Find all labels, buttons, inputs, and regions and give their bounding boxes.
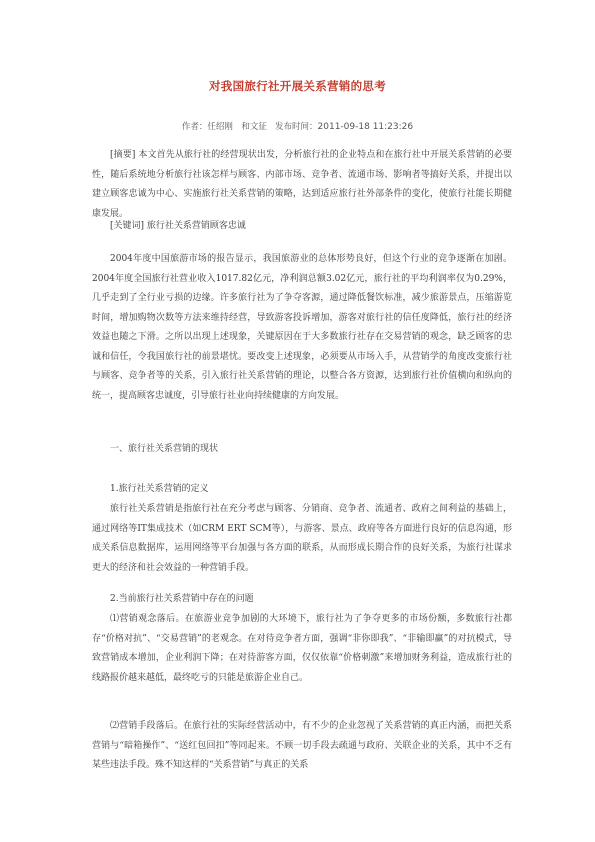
subsection-heading-2: 2.当前旅行社关系营销中存在的问题 [110, 594, 254, 604]
keywords-line: [关键词] 旅行社关系营销顾客忠诚 [110, 221, 246, 231]
definition-paragraph: 旅行社关系营销是指旅行社在充分考虑与顾客、分销商、竞争者、流通者、政府之间利益的基础上，通过网络等IT集成技术（如CRM ERT SCM等），与游客、景点、政府等各方面进行良好的信息沟通，形成关系信息数据库，运用网络等平台加强与各方面的联系，从而形成长期合作的良好关系，为旅行社谋求更大的经济和社会效益的一种营销手段。 [92, 504, 512, 573]
abstract-paragraph: [摘要] 本文首先从旅行社的经营现状出发，分析旅行社的企业特点和在旅行社中开展关系营销的必要性，随后系统地分析旅行社该怎样与顾客、内部市场、竞争者、流通市场、影响者等搞好关系，并提出以建立顾客忠诚为中心、实施旅行社关系营销的策略，达到适应旅行社外部条件的变化，使旅行社能长期健康发展。 [92, 150, 512, 219]
subsection-heading: 1.旅行社关系营销的定义 [110, 484, 209, 494]
time-prefix: 发布时间： [275, 122, 318, 132]
section-heading: 一、旅行社关系营销的现状 [110, 444, 219, 454]
article-meta [0, 120, 595, 132]
intro-paragraph: 2004年度中国旅游市场的报告显示，我国旅游业的总体形势良好，但这个行业的竞争逐渐在加剧。2004年度全国旅行社营业收入1017.82亿元，净利润总额3.02亿元，旅行社的平均利润率仅为0.29%，几乎走到了全行业亏损的边缘。许多旅行社为了争夺客源，通过降低餐饮标准，减少旅游景点，压缩游览时间，增加购物次数等方法来维持经营，导致游客投诉增加，游客对旅行社的信任度降低，旅行社的经济效益也随之下滑。之所以出现上述现象，关键原因在于大多数旅行社存在交易营销的观念，缺乏顾客的忠诚和信任，令我国旅行社的前景堪忧。要改变上述现象，必须要从市场入手，从营销学的角度改变旅行社与顾客、竞争者等的关系，引入旅行社关系营销的理论，以整合各方资源，达到旅行社价值横向和纵向的统一，提高顾客忠诚度，引导旅行社业向持续健康的方向发展。 [92, 254, 512, 401]
authors-prefix: 作者： [181, 122, 208, 132]
authors: 任绍刚 和文征 [207, 122, 267, 132]
article-title: 对我国旅行社开展关系营销的思考 [209, 79, 386, 93]
publish-time: 2011-09-18 11:23:26 [317, 122, 414, 132]
problem-point-2: ⑵营销手段落后。在旅行社的实际经营活动中，有不少的企业忽视了关系营销的真正内涵，而把关系营销与“暗箱操作”、“送红包回扣”等同起来。不顾一切手段去疏通与政府、关联企业的关系，其中不乏有某些违法手段。殊不知这样的“关系营销”与真正的关系 [92, 721, 512, 770]
problem-point-1: ⑴营销观念落后。在旅游业竞争加剧的大环境下，旅行社为了争夺更多的市场份额，多数旅行社都存“价格对抗”、“交易营销”的老观念。在对待竞争者方面，强调“非你即我”、“非输即赢”的对抗模式，导致营销成本增加，企业利润下降；在对待游客方面，仅仅依靠“价格刺激”来增加财务利益，造成旅行社的线路报价越来越低，最终吃亏的只能是旅游企业自己。 [92, 614, 512, 683]
